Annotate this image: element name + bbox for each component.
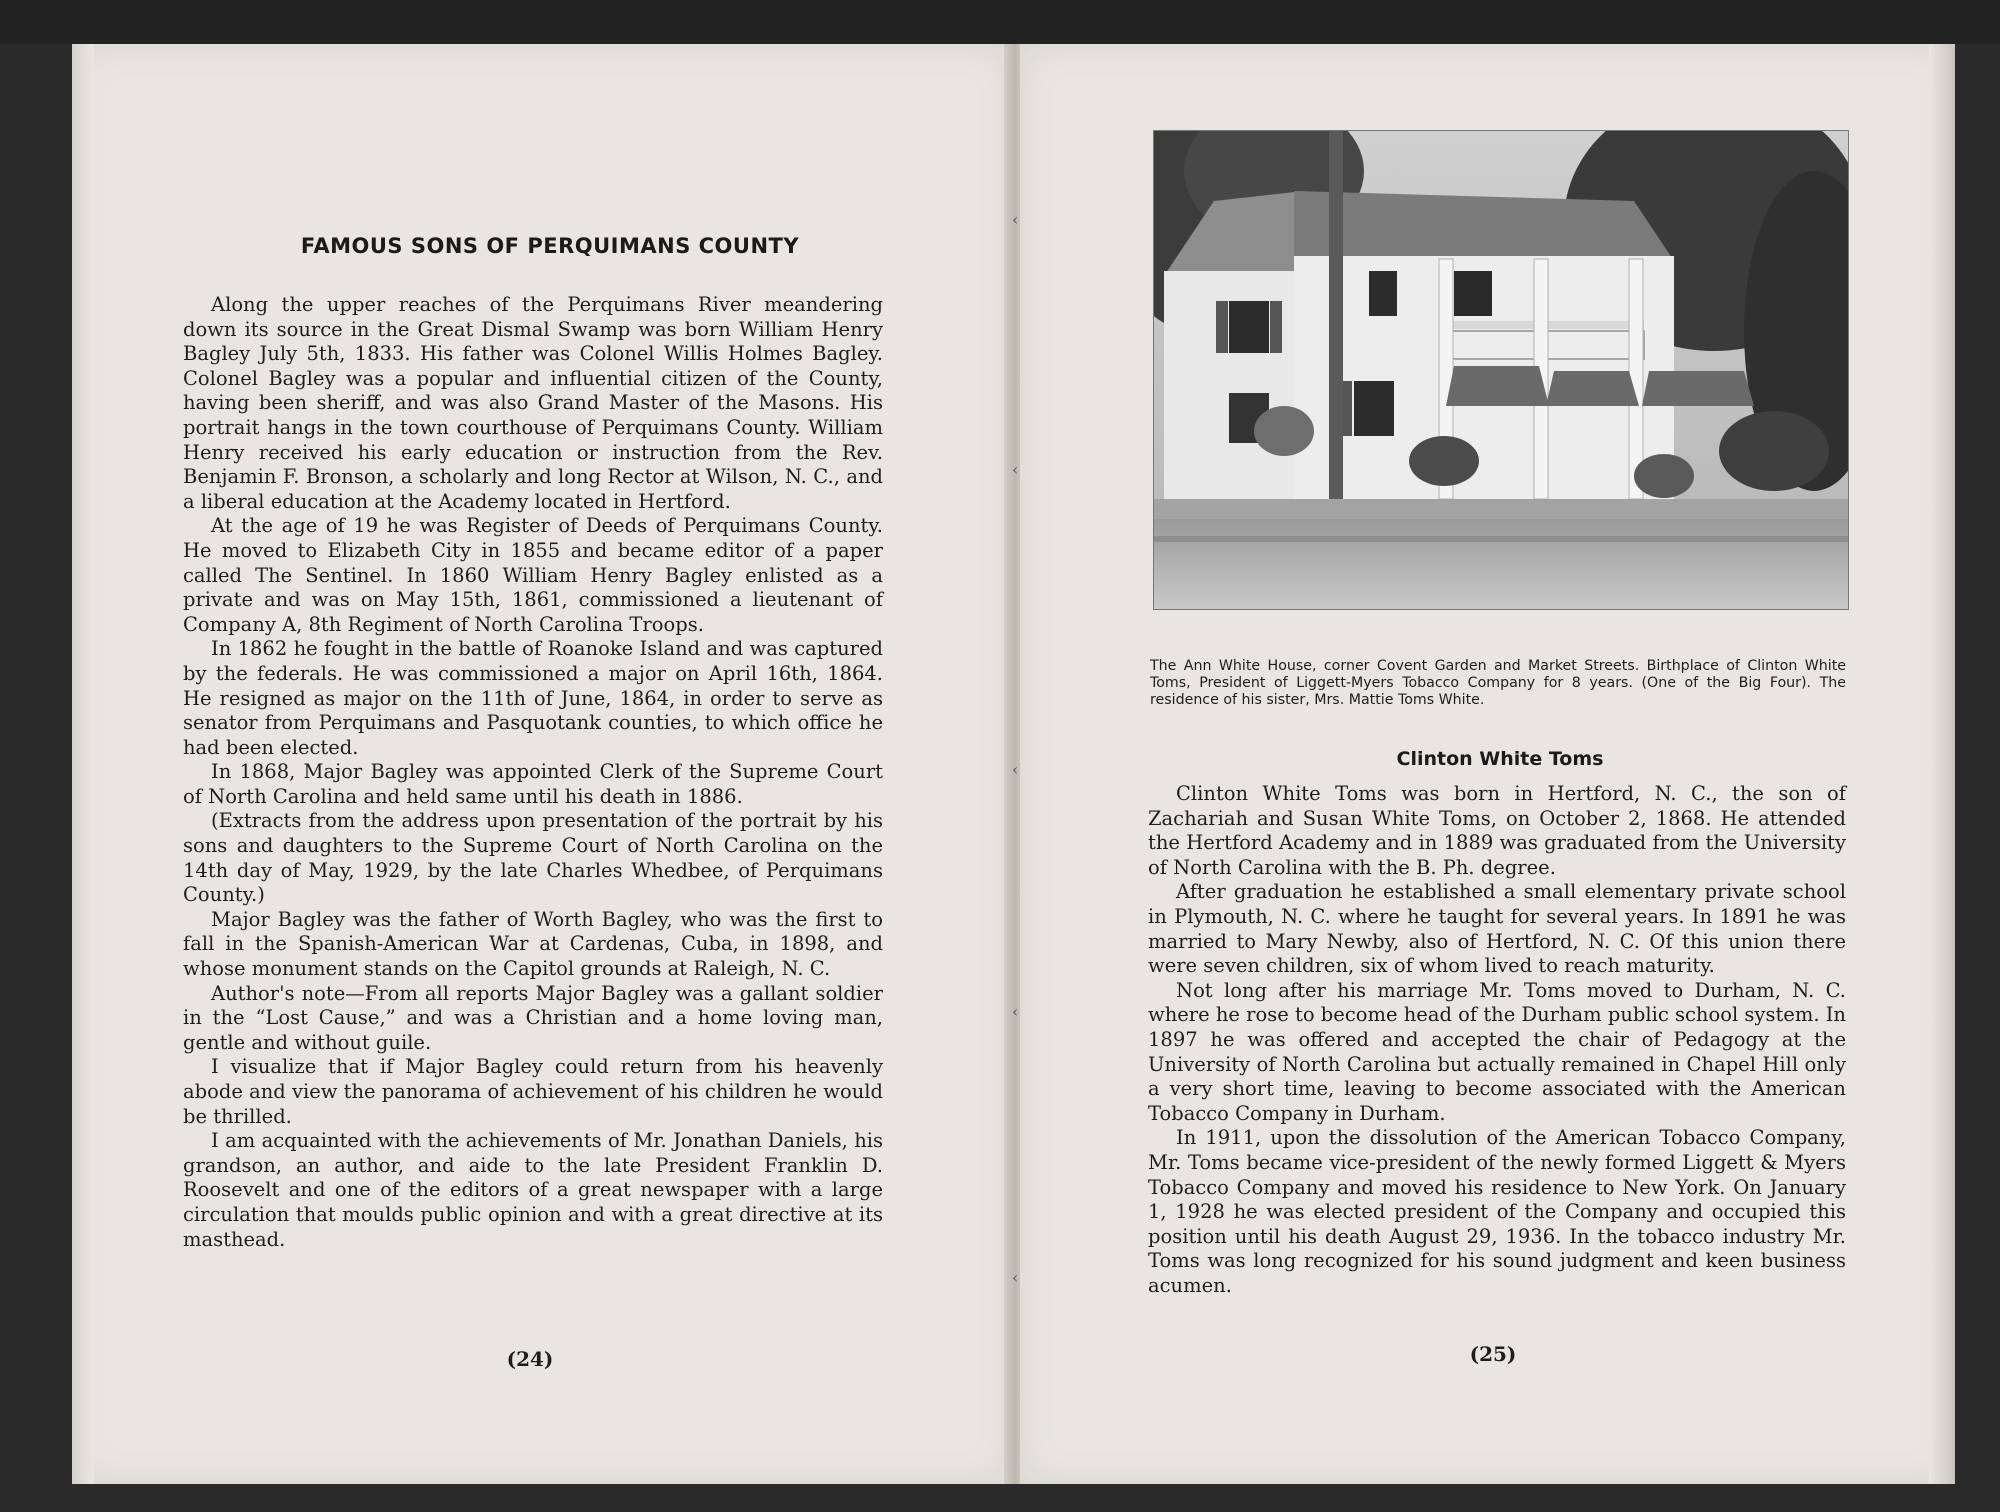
stitch-mark: ‹: [1012, 210, 1019, 229]
paragraph: In 1862 he fought in the battle of Roanoke Island and was captured by the federals. He was commissioned a major on April 16th, 1864. He resigned as major on the 11th of June, 1864, in order to serve as senator from Perquimans and Pasquotank counties, to which office he had been elected.: [183, 637, 883, 759]
scan-background: [0, 0, 2000, 44]
stitch-mark: ‹: [1012, 1002, 1019, 1021]
stitch-mark: ‹: [1012, 460, 1019, 479]
paragraph: Major Bagley was the father of Worth Bagley, who was the first to fall in the Spanish-American War at Cardenas, Cuba, in 1898, and whose monument stands on the Capitol grounds at Raleigh, N. C.: [183, 907, 883, 981]
right-page-heading: Clinton White Toms: [1396, 748, 1604, 770]
paragraph: Not long after his marriage Mr. Toms moved to Durham, N. C. where he rose to become head of the Durham public school system. In 1897 he was offered and accepted the chair of Pedagogy at the University of North Carolina but actually remained in Chapel Hill only a very short time, leaving to become associated with the American Tobacco Company in Durham.: [1148, 978, 1846, 1125]
paragraph: (Extracts from the address upon presentation of the portrait by his sons and daughters to the Supreme Court of North Carolina on the 14th day of May, 1929, by the late Charles Whedbee, of Perquimans County.): [183, 809, 883, 907]
right-page-body: [1148, 782, 1846, 1298]
photo-caption: The Ann White House, corner Covent Garden and Market Streets. Birthplace of Clinton White Toms, President of Liggett-Myers Tobacco Company for 8 years. (One of the Big Four). The residence of his sister, Mrs. Mattie Toms White.: [1150, 658, 1846, 708]
ann-white-house-image: [1154, 131, 1848, 609]
paragraph: I visualize that if Major Bagley could return from his heavenly abode and view the panorama of achievement of his children he would be thrilled.: [183, 1055, 883, 1128]
right-page-number: (25): [1469, 1342, 1517, 1366]
left-page-number: (24): [506, 1347, 554, 1371]
paragraph: Along the upper reaches of the Perquimans River meandering down its source in the Great Dismal Swamp was born William Henry Bagley July 5th, 1833. His father was Colonel Willis Holmes Bagley. Colonel Bagley was a popular and influential citizen of the County, having been sheriff, and was also Grand Master of the Masons. His portrait hangs in the town courthouse of Perquimans County. William Henry received his early education or instruction from the Rev. Benjamin F. Bronson, a scholarly and long Rector at Wilson, N. C., and a liberal education at the Academy located in Hertford.: [183, 293, 883, 513]
left-page-body: [183, 293, 883, 1252]
paragraph: Author's note—From all reports Major Bagley was a gallant soldier in the “Lost Cause,” and was a Christian and a home loving man, gentle and without guile.: [183, 981, 883, 1054]
left-page-heading: FAMOUS SONS OF PERQUIMANS COUNTY: [300, 234, 800, 258]
paragraph: In 1911, upon the dissolution of the American Tobacco Company, Mr. Toms became vice-president of the newly formed Liggett & Myers Tobacco Company and moved his residence to New York. On January 1, 1928 he was elected president of the Company and occupied this position until his death August 29, 1936. In the tobacco industry Mr. Toms was long recognized for his sound judgment and keen business acumen.: [1148, 1126, 1846, 1297]
paragraph: After graduation he established a small elementary private school in Plymouth, N. C. where he taught for several years. In 1891 he was married to Mary Newby, also of Hertford, N. C. Of this union there were seven children, six of whom lived to reach maturity.: [1148, 880, 1846, 978]
paragraph: Clinton White Toms was born in Hertford, N. C., the son of Zachariah and Susan White Toms, on October 2, 1868. He attended the Hertford Academy and in 1889 was graduated from the University of North Carolina with the B. Ph. degree.: [1148, 782, 1846, 879]
stitch-mark: ‹: [1012, 1268, 1019, 1287]
paragraph: I am acquainted with the achievements of Mr. Jonathan Daniels, his grandson, an author, and aide to the late President Franklin D. Roosevelt and one of the editors of a great newspaper with a large circulation that moulds public opinion and with a great directive at its masthead.: [183, 1129, 883, 1251]
stitch-mark: ‹: [1012, 760, 1019, 779]
paragraph: In 1868, Major Bagley was appointed Clerk of the Supreme Court of North Carolina and held same until his death in 1886.: [183, 760, 883, 808]
paragraph: At the age of 19 he was Register of Deeds of Perquimans County. He moved to Elizabeth City in 1855 and became editor of a paper called The Sentinel. In 1860 William Henry Bagley enlisted as a private and was on May 15th, 1861, commissioned a lieutenant of Company A, 8th Regiment of North Carolina Troops.: [183, 514, 883, 636]
house-photo: [1153, 130, 1849, 610]
